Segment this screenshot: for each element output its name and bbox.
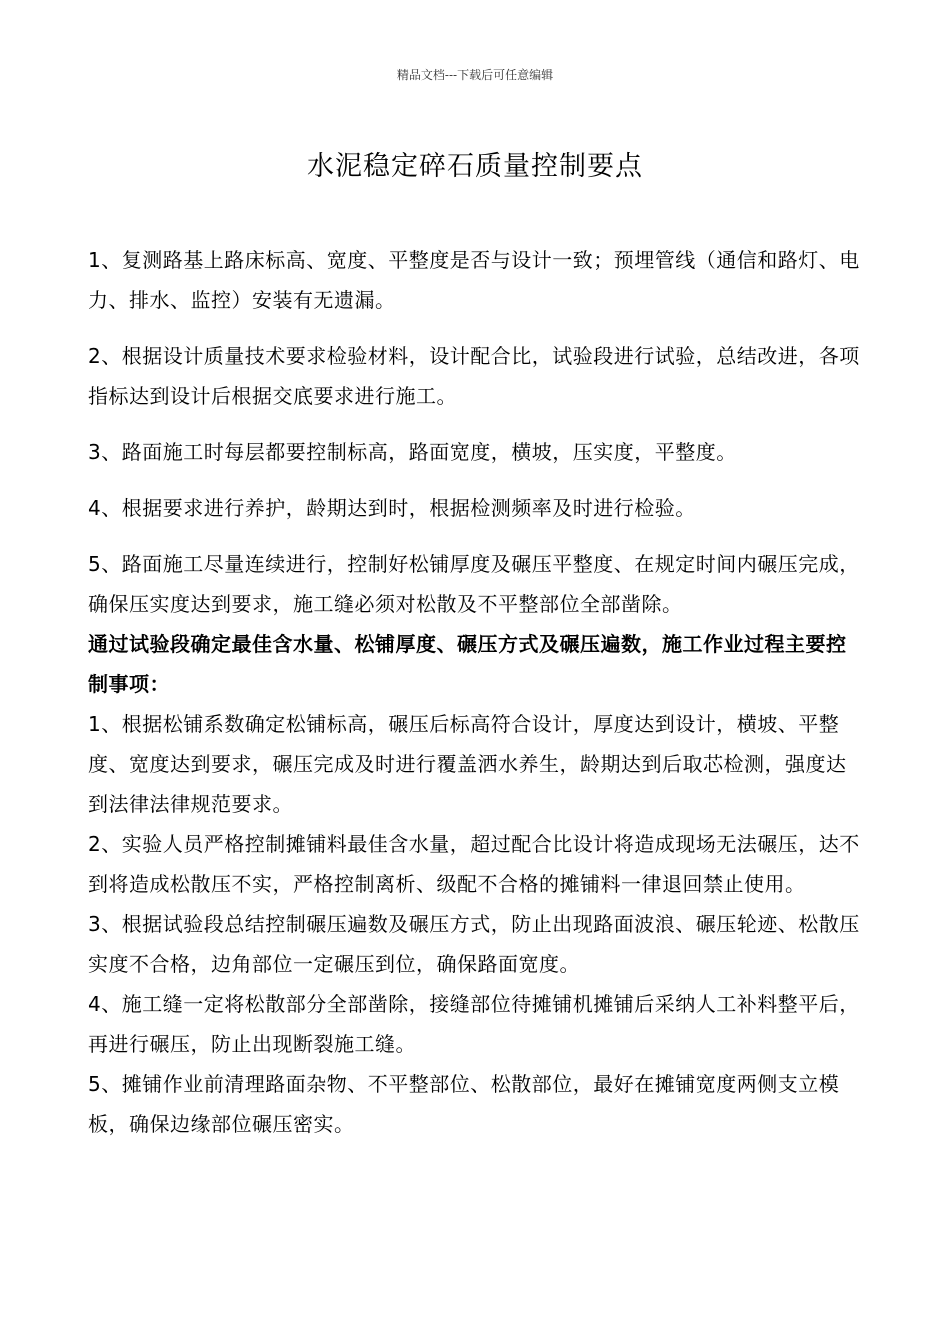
control-item-4: 4、施工缝一定将松散部分全部凿除，接缝部位待摊铺机摊铺后采纳人工补料整平后，再进行碾压，防止出现断裂施工缝。 [88,992,860,1056]
page-header: 精品文档---下载后可任意编辑 [396,68,554,82]
document-title: 水泥稳定碎石质量控制要点 [307,151,643,182]
control-item-1: 1、根据松铺系数确定松铺标高，碾压后标高符合设计，厚度达到设计，横坡、平整度、宽度达到要求，碾压完成及时进行覆盖洒水养生，龄期达到后取芯检测，强度达到法律法律规范要求。 [88,712,847,816]
control-item-3: 3、根据试验段总结控制碾压遍数及碾压方式，防止出现路面波浪、碾压轮迹、松散压实度不合格，边角部位一定碾压到位，确保路面宽度。 [88,912,860,976]
control-item-2: 2、实验人员严格控制摊铺料最佳含水量，超过配合比设计将造成现场无法碾压，达不到将造成松散压不实，严格控制离析、级配不合格的摊铺料一律退回禁止使用。 [88,832,860,896]
document-body [88,240,864,1144]
paragraph-5: 5、路面施工尽量连续进行，控制好松铺厚度及碾压平整度、在规定时间内碾压完成，确保压实度达到要求，施工缝必须对松散及不平整部位全部凿除。 [88,552,860,616]
section-heading: 通过试验段确定最佳含水量、松铺厚度、碾压方式及碾压遍数，施工作业过程主要控制事项： [88,632,847,696]
paragraph-4: 4、根据要求进行养护，龄期达到时，根据检测频率及时进行检验。 [88,496,696,520]
paragraph-3: 3、路面施工时每层都要控制标高，路面宽度，横坡，压实度，平整度。 [88,440,737,464]
paragraph-1: 1、复测路基上路床标高、宽度、平整度是否与设计一致；预埋管线（通信和路灯、电力、排水、监控）安装有无遗漏。 [88,248,860,312]
paragraph-2: 2、根据设计质量技术要求检验材料，设计配合比，试验段进行试验，总结改进，各项指标达到设计后根据交底要求进行施工。 [88,344,860,408]
control-item-5: 5、摊铺作业前清理路面杂物、不平整部位、松散部位，最好在摊铺宽度两侧支立模板，确保边缘部位碾压密实。 [88,1072,840,1136]
